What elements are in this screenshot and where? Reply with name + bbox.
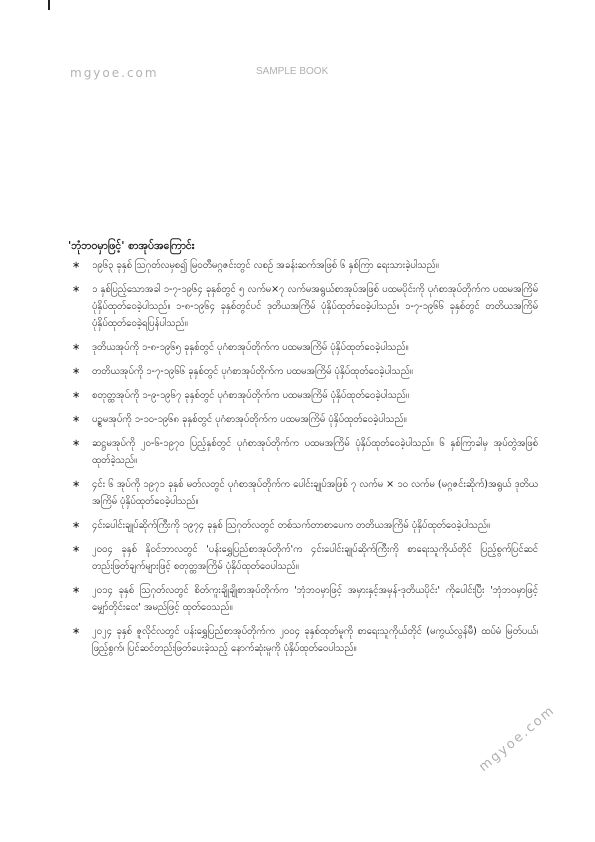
list-item-text: ၂၀၂၄ ခုနှစ် ဇူလိုင်လတွင် ပန်းရွှေပြည်စာအုပ်တိုက်က ၂၀၀၄ ခုနှစ်ထုတ်မူကို စာရေးသူကိုယ်တိုင် (မကွယ်လွန်မီ) ထပ်မံ မြတ်ပယ်၊ ဖြည့်စွက်၊ ပြင်ဆင်တည်းဖြတ်ပေးခဲ့သည့် နောက်ဆုံးမူကို ပုံနှိပ်ထုတ်ဝေပါသည်။ — [92, 626, 538, 654]
list-item — [68, 411, 538, 428]
sample-book-label: SAMPLE BOOK — [256, 66, 329, 77]
watermark-top: mgyoe.com — [70, 66, 159, 80]
list-item — [68, 363, 538, 380]
list-item-text: ၂၀၀၄ ခုနှစ် နိုဝင်ဘာလတွင် 'ပန်းရွှေပြည်စာအုပ်တိုက်'က ၄င်းပေါင်းချုပ်ဆိုက်ကြီးကို စာရေးသူကိုယ်တိုင် ပြည့်စွက်ပြင်ဆင် တည်းဖြတ်ချက်များဖြင့် စတုတ္ထအကြိမ် ပုံနှိပ်ထုတ်ဝေပါသည်။ — [92, 544, 538, 572]
list-item-text: ပဉ္စမအုပ်ကို ၁-၁၀-၁၉၆၈ ခုနှစ်တွင် ပုဂံစာအုပ်တိုက်က ပထမအကြိမ် ပုံနှိပ်ထုတ်ဝေခဲ့ပါသည်။ — [92, 414, 407, 425]
asterisk-bullet-icon: ∗ — [72, 438, 81, 449]
list-item — [68, 387, 538, 404]
list-item-text: ဆဋ္ဌမအုပ်ကို ၂၀-၆-၁၉၇၀ ပြည့်နှစ်တွင် ပုဂံစာအုပ်တိုက်က ပထမအကြိမ် ပုံနှိပ်ထုတ်ဝေခဲ့ပါသည်။ ၆ နှစ်ကြာခါမှ အုပ်တွဲအဖြစ် ထုတ်ခဲ့သည်။ — [92, 438, 538, 466]
asterisk-bullet-icon: ∗ — [72, 479, 81, 490]
list-item — [68, 476, 538, 510]
asterisk-bullet-icon: ∗ — [72, 414, 81, 425]
list-item — [68, 582, 538, 616]
top-margin-rule — [48, 0, 50, 10]
asterisk-bullet-icon: ∗ — [72, 390, 81, 401]
list-item — [68, 541, 538, 575]
list-item-text: ဒုတိယအုပ်ကို ၁-၈-၁၉၆၅ ခုနှစ်တွင် ပုဂံစာအုပ်တိုက်က ပထမအကြိမ် ပုံနှိပ်ထုတ်ဝေခဲ့ပါသည်။ — [92, 342, 409, 353]
asterisk-bullet-icon: ∗ — [72, 544, 81, 555]
asterisk-bullet-icon: ∗ — [72, 585, 81, 596]
list-item-text: ၂၀၁၄ ခုနှစ် ဩဂုတ်လတွင် စိတ်ကူးချိုချိုစာအုပ်တိုက်က 'ဘုံဘဝမှာဖြင့် အမှားနှင့်အမှန်-ဒုတိယပိုင်း' ကိုပေါင်းပြီး 'ဘုံဘဝမှာဖြင့် မျှော်တိုင်းဝေး' အမည်ဖြင့် ထုတ်ဝေသည်။ — [92, 585, 538, 613]
asterisk-bullet-icon: ∗ — [72, 520, 81, 531]
list-item-text: ၁၉၆၃ ခုနှစ် ဩဂုတ်လမှစ၍ မြဝတီမဂ္ဂဇင်းတွင် လစဉ် အခန်းဆက်အဖြစ် ၆ နှစ်ကြာ ရေးသားခဲ့ပါသည်။ — [92, 260, 439, 271]
list-item — [68, 435, 538, 469]
list-item — [68, 517, 538, 534]
list-item-text: စတုတ္ထအုပ်ကို ၁-၉-၁၉၆၇ ခုနှစ်တွင် ပုဂံစာအုပ်တိုက်က ပထမအကြိမ် ပုံနှိပ်ထုတ်ဝေခဲ့ပါသည်။ — [92, 390, 409, 401]
asterisk-bullet-icon: ∗ — [72, 284, 81, 295]
asterisk-bullet-icon: ∗ — [72, 342, 81, 353]
list-item — [68, 339, 538, 356]
asterisk-bullet-icon: ∗ — [72, 260, 81, 271]
book-info-section — [68, 238, 538, 664]
section-heading: 'ဘုံဘဝမှာဖြင့်' စာအုပ်အကြောင်း — [68, 240, 195, 252]
list-item-text: ၄င်း ၆ အုပ်ကို ၁၉၇၁ ခုနှစ် မတ်လတွင် ပုဂံစာအုပ်တိုက်က ပေါင်းချုပ်အဖြစ် ၇ လက်မ × ၁၀ လက်မ (မဂ္ဂဇင်းဆိုက်)အရွယ် ဒုတိယအကြိမ် ပုံနှိပ်ထုတ်ဝေခဲ့ပါသည်။ — [92, 479, 538, 507]
list-item — [68, 623, 538, 657]
watermark-rotated: mgyoe.com — [476, 702, 559, 775]
list-item-text: တတိယအုပ်ကို ၁-၇-၁၉၆၆ ခုနှစ်တွင် ပုဂံစာအုပ်တိုက်က ပထမအကြိမ် ပုံနှိပ်ထုတ်ဝေခဲ့ပါသည်။ — [92, 366, 413, 377]
list-item — [68, 281, 538, 332]
list-item-text: ၄င်းပေါင်းချုပ်ဆိုက်ကြီးကို ၁၉၇၄ ခုနှစ် ဩဂုတ်လတွင် တစ်သက်တာစာပေက တတိယအကြိမ် ပုံနှိပ်ထုတ်ဝေခဲ့ပါသည်။ — [92, 520, 491, 531]
asterisk-bullet-icon: ∗ — [72, 366, 81, 377]
list-item-text: ၁ နှစ်ပြည့်သောအခါ ၁-၇-၁၉၆၄ ခုနှစ်တွင် ၅ လက်မ×၇ လက်မအရွယ်စာအုပ်အဖြစ် ပထမပိုင်းကို ပုဂံစာအုပ်တိုက်က ပထမအကြိမ် ပုံနှိပ်ထုတ်ဝေခဲ့ပါသည်။ ၁-၈-၁၉၆၄ ခုနှစ်တွင်ပင် ဒုတိယအကြိမ် ပုံနှိပ်ထုတ်ဝေခဲ့ပါသည်။ ၁-၇-၁၉၆၆ ခုနှစ်တွင် တတိယအကြိမ် ပုံနှိပ်ထုတ်ဝေခဲ့ရပြန်ပါသည်။ — [92, 284, 538, 329]
publication-history-list — [68, 257, 538, 657]
list-item — [68, 257, 538, 274]
asterisk-bullet-icon: ∗ — [72, 626, 81, 637]
